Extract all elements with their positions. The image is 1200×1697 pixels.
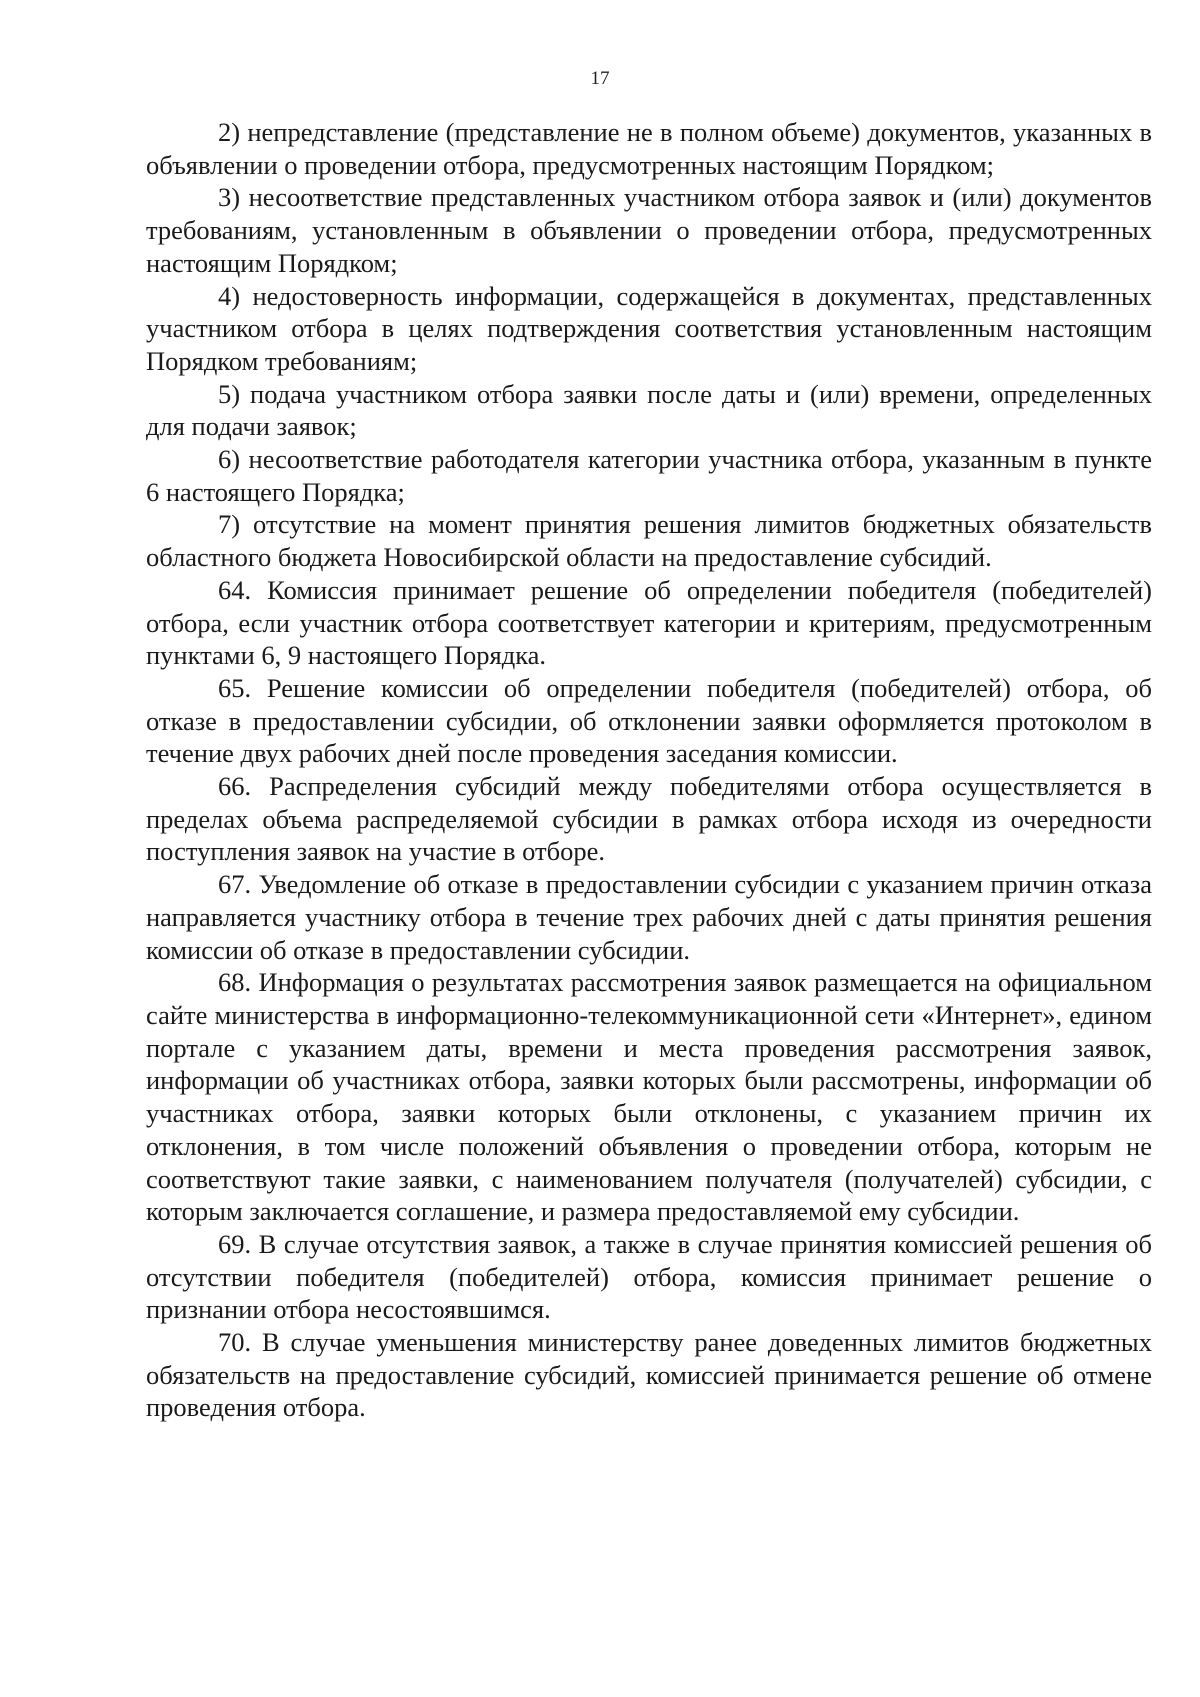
- paragraph-66: 66. Распределения субсидий между победителями отбора осуществляется в пределах объема распределяемой субсидии в рамках отбора исходя из очередности поступления заявок на участие в отборе.: [146, 771, 1152, 867]
- page-number: 17: [590, 68, 610, 89]
- paragraph-item-4: 4) недостоверность информации, содержащейся в документах, представленных участником отбора в целях подтверждения соответствия установленным настоящим Порядком требованиям;: [146, 280, 1152, 376]
- paragraph-70: 70. В случае уменьшения министерству ранее доведенных лимитов бюджетных обязательств на предоставление субсидий, комиссией принимается решение об отмене проведения отбора.: [146, 1327, 1152, 1423]
- paragraph-65: 65. Решение комиссии об определении победителя (победителей) отбора, об отказе в предоставлении субсидии, об отклонении заявки оформляется протоколом в течение двух рабочих дней после проведения заседания комиссии.: [146, 672, 1152, 769]
- paragraph-item-2: 2) непредставление (представление не в полном объеме) документов, указанных в объявлении о проведении отбора, предусмотренных настоящим Порядком;: [146, 117, 1152, 180]
- paragraph-item-3: 3) несоответствие представленных участником отбора заявок и (или) документов требованиям, установленным в объявлении о проведении отбора, предусмотренных настоящим Порядком;: [146, 182, 1152, 278]
- paragraph-64: 64. Комиссия принимает решение об определении победителя (победителей) отбора, если участник отбора соответствует категории и критериям, предусмотренным пунктами 6, 9 настоящего Порядка.: [146, 574, 1152, 671]
- paragraph-item-7: 7) отсутствие на момент принятия решения лимитов бюджетных обязательств областного бюджета Новосибирской области на предоставление субсидий.: [146, 509, 1152, 573]
- paragraph-item-5: 5) подача участником отбора заявки после даты и (или) времени, определенных для подачи заявок;: [146, 378, 1152, 442]
- paragraph-67: 67. Уведомление об отказе в предоставлении субсидии с указанием причин отказа направляется участнику отбора в течение трех рабочих дней с даты принятия решения комиссии об отказе в предоставлении субсидии.: [146, 869, 1152, 965]
- paragraph-69: 69. В случае отсутствия заявок, а также в случае принятия комиссией решения об отсутствии победителя (победителей) отбора, комиссия принимает решение о признании отбора несостоявшимся.: [146, 1228, 1152, 1325]
- paragraph-item-6: 6) несоответствие работодателя категории участника отбора, указанным в пункте 6 настоящего Порядка;: [146, 444, 1152, 507]
- paragraph-68: 68. Информация о результатах рассмотрения заявок размещается на официальном сайте министерства в информационно-телекоммуникационной сети «Интернет», едином портале с указанием даты, времени и места проведения рассмотрения заявок, информации об участниках отбора, заявки которых были рассмотрены, информации об участниках отбора, заявки которых были отклонены, с указанием причин их отклонения, в том числе положений объявления о проведении отбора, которым не соответствуют такие заявки, с наименованием получателя (получателей) субсидии, с которым заключается соглашение, и размера предоставляемой ему субсидии.: [146, 967, 1152, 1227]
- document-body: [146, 116, 1152, 1424]
